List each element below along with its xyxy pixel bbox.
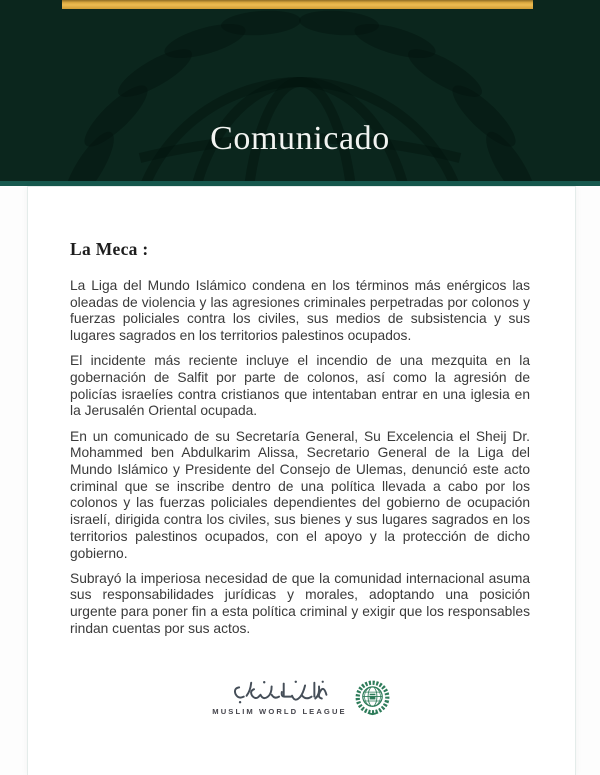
mwl-logo: [28, 679, 575, 716]
paragraph-2: El incidente más reciente incluye el incendio de una mezquita en la gobernación de Salfit por parte de colonos, así como la agresión de policías israelíes contra cristianos que intentaban entrar en una iglesia en la Jerusalén Oriental ocupada.: [70, 353, 530, 419]
page-title: Comunicado: [210, 120, 390, 157]
arabic-calligraphy-icon: [228, 679, 332, 705]
header-banner: [0, 0, 600, 186]
paragraph-1: La Liga del Mundo Islámico condena en los términos más enérgicos las oleadas de violencia y las agresiones criminales perpetradas por colonos y fuerzas policiales contra los civiles, sus medios de subsistencia y sus lugares sagrados en los territorios palestinos ocupados.: [70, 278, 530, 344]
paragraph-3: En un comunicado de su Secretaría General, Su Excelencia el Sheij Dr. Mohammed ben Abdulkarim Alissa, Secretario General de la Liga del Mundo Islámico y Presidente del Consejo de Ulemas, denunció este acto criminal que se inscribe dentro de una política llevada a cabo por los colonos y las fuerzas policiales dependientes del gobierno de ocupación israelí, dirigida contra los civiles, sus bienes y sus lugares sagrados en los territorios palestinos ocupados, con el apoyo y la protección de dicho gobierno.: [70, 428, 530, 561]
document-card: [27, 186, 576, 775]
mwl-emblem-icon: [354, 679, 391, 716]
organization-name: MUSLIM WORLD LEAGUE: [212, 707, 347, 716]
mwl-logo-text: [212, 679, 346, 716]
paragraph-4: Subrayó la imperiosa necesidad de que la comunidad internacional asuma sus responsabilidades jurídicas y morales, adoptando una posición urgente para poner fin a esta política criminal y exigir que los responsables rindan cuentas por sus actos.: [70, 570, 530, 636]
document-heading: La Meca :: [70, 239, 149, 259]
